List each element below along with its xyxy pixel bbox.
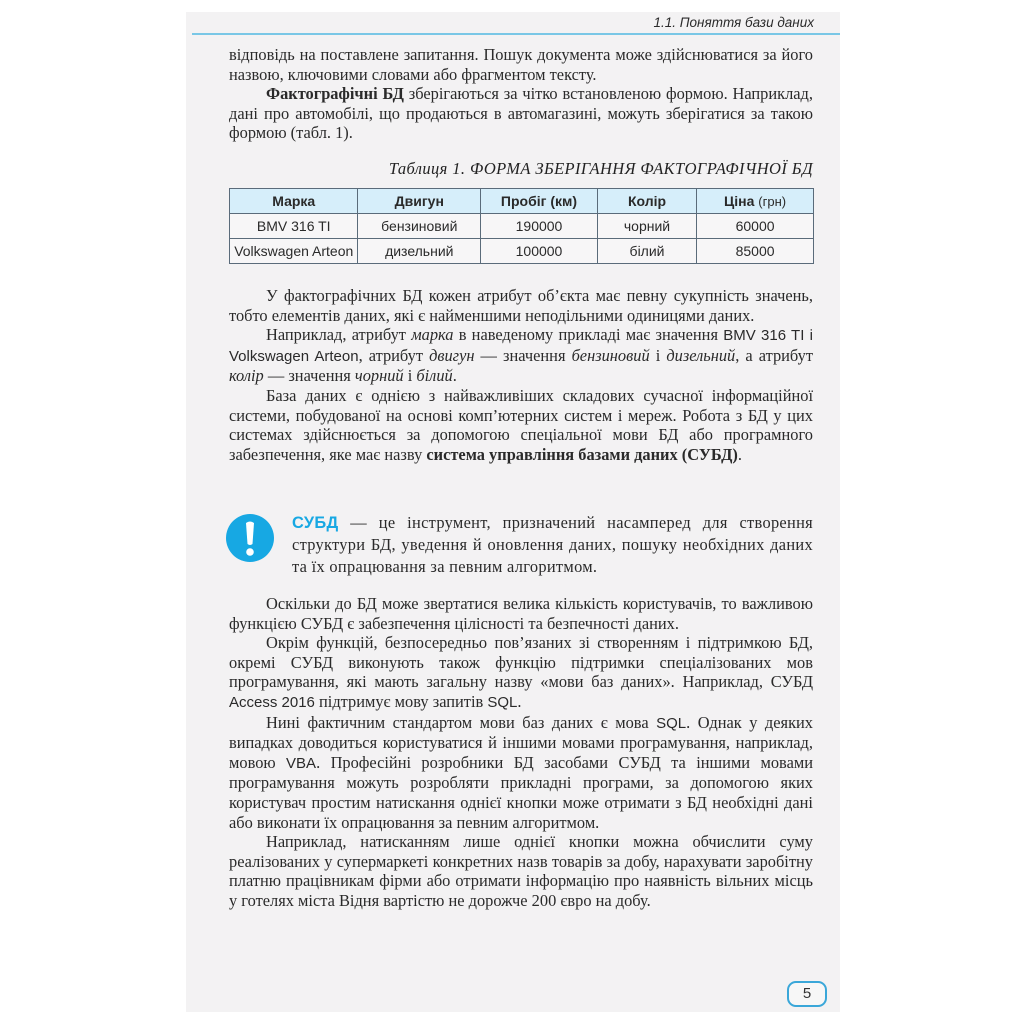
column-header: Колір (597, 189, 696, 214)
paragraph: База даних є однією з найважливіших складових сучасної інформаційної системи, побудованої на основі комп’ютерних систем і мереж. Робота з БД у цих системах здійснюється за допомогою спеціальної мови БД або програмного забезпечення, яке має назву система управління базами даних (СУБД). (229, 385, 813, 464)
body-text-2 (229, 594, 813, 911)
bold-term: Фактографічні БД (266, 84, 404, 104)
table-cell: бензиновий (358, 214, 481, 239)
paragraph: Наприклад, натисканням лише однієї кнопки можна обчислити суму реалізованих у супермаркеті конкретних назв товарів за добу, нарахувати заробітну платню працівникам фірми або отримати інформацію про наявність вільних місць у готелях міста Відня вартістю не дорожче 200 євро на добу. (229, 832, 813, 910)
definition-term: СУБД (292, 514, 339, 532)
table-header-row (230, 189, 814, 214)
table-cell: 190000 (481, 214, 598, 239)
table-cell: 85000 (697, 239, 814, 264)
column-header: Двигун (358, 189, 481, 214)
data-table (229, 188, 814, 264)
body-text-1 (229, 286, 813, 464)
paragraph: Фактографічні БД зберігаються за чітко встановленою формою. Наприклад, дані про автомобілі, що продаються в автомагазині, можуть зберігатися за такою формою (табл. 1). (229, 84, 813, 143)
exclamation-icon (226, 514, 274, 562)
table-cell: 60000 (697, 214, 814, 239)
paragraph: Нині фактичним стандартом мови баз даних є мова SQL. Однак у деяких випадках доводиться користуватися й іншими мовами програмування, наприклад, мовою VBA. Професійні розробники БД засобами СУБД та іншими мовами програмування можуть розробляти прикладні програми, за допомогою яких користувач простим натискання однієї кнопки може отримати з БД необхідні дані або виконати їх опрацювання за певним алгоритмом. (229, 712, 814, 832)
column-header: Пробіг (км) (481, 189, 598, 214)
table-cell: 100000 (481, 239, 598, 264)
table-row (230, 214, 814, 239)
table-cell: Volkswagen Arteon (230, 239, 358, 264)
paragraph: Наприклад, атрибут марка в наведеному прикладі має значення BMV 316 TI і Volkswagen Arteon, атрибут двигун — значення бензиновий і дизельний, а атрибут колір — значення чорний і білий. (229, 325, 814, 386)
paragraph: відповідь на поставлене запитання. Пошук документа може здійснюватися за його назвою, ключовими словами або фрагментом тексту. (229, 45, 813, 84)
paragraph: Оскільки до БД може звертатися велика кількість користувачів, то важливою функцією СУБД є забезпечення цілісності та безпечності даних. (229, 594, 813, 633)
header-rule (192, 33, 840, 35)
intro-text (229, 45, 813, 143)
table-cell: дизельний (358, 239, 481, 264)
book-page (186, 12, 840, 1012)
table-cell: BMV 316 TI (230, 214, 358, 239)
table-cell: чорний (597, 214, 696, 239)
section-title: 1.1. Поняття бази даних (653, 15, 814, 30)
paragraph: Окрім функцій, безпосередньо пов’язаних зі створенням і підтримкою БД, окремі СУБД виконують також функцію підтримки спеціалізованих мов програмування, які мають загальну назву «мови баз даних». Наприклад, СУБД Access 2016 підтримує мову запитів SQL. (229, 633, 813, 711)
running-head (186, 12, 840, 33)
table-caption: Таблиця 1. ФОРМА ЗБЕРІГАННЯ ФАКТОГРАФІЧНОЇ БД (388, 159, 813, 178)
unit-label: (грн) (758, 194, 787, 209)
definition-text: СУБД — це інструмент, призначений насамперед для створення структури БД, уведення й оновлення даних, пошуку необхідних даних та їх опрацювання за певним алгоритмом. (292, 513, 813, 576)
column-header: Ціна (грн) (697, 189, 814, 214)
column-header: Марка (230, 189, 358, 214)
bold-term: система управління базами даних (СУБД) (426, 444, 738, 464)
page-number: 5 (787, 981, 827, 1007)
definition-callout (226, 512, 814, 584)
table-cell: білий (597, 239, 696, 264)
paragraph: У фактографічних БД кожен атрибут об’єкта має певну сукупність значень, тобто елементів даних, які є найменшими неподільними одиницями даних. (229, 286, 813, 325)
table-row (230, 239, 814, 264)
